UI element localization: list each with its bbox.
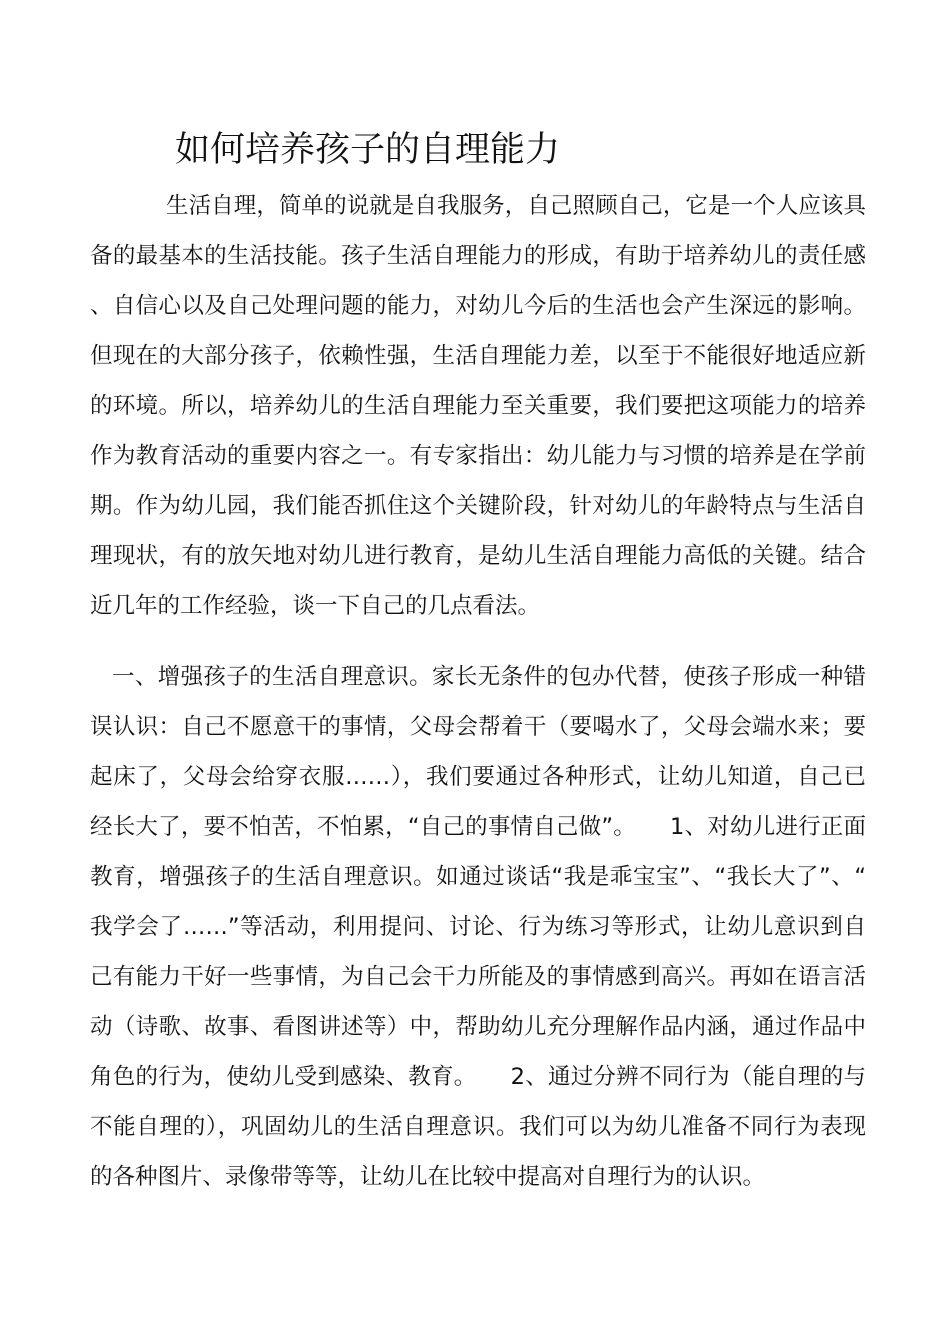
paragraph-intro: 生活自理，简单的说就是自我服务，自己照顾自己，它是一个人应该具备的最基本的生活技能。孩子生活自理能力的形成，有助于培养幼儿的责任感、自信心以及自己处理问题的能力，对幼儿今后的生活也会产生深远的影响。但现在的大部分孩子，依赖性强，生活自理能力差，以至于不能很好地适应新的环境。所以，培养幼儿的生活自理能力至关重要，我们要把这项能力的培养作为教育活动的重要内容之一。有专家指出：幼儿能力与习惯的培养是在学前期。作为幼儿园，我们能否抓住这个关键阶段，针对幼儿的年龄特点与生活自理现状，有的放矢地对幼儿进行教育，是幼儿生活自理能力高低的关键。结合近几年的工作经验，谈一下自己的几点看法。 bbox=[90, 193, 866, 619]
paragraph-section-one: 一、增强孩子的生活自理意识。家长无条件的包办代替，使孩子形成一种错误认识：自己不愿意干的事情，父母会帮着干（要喝水了，父母会端水来；要起床了，父母会给穿衣服……），我们要通过各种形式，让幼儿知道，自己已经长大了，要不怕苦，不怕累，“自己的事情自己做”。 1、对幼儿进行正面教育，增强孩子的生活自理意识。如通过谈话“我是乖宝宝”、“我长大了”、“我学会了……”等活动，利用提问、讨论、行为练习等形式，让幼儿意识到自己有能力干好一些事情，为自己会干力所能及的事情感到高兴。再如在语言活动（诗歌、故事、看图讲述等）中，帮助幼儿充分理解作品内涵，通过作品中角色的行为，使幼儿受到感染、教育。 2、通过分辨不同行为（能自理的与不能自理的），巩固幼儿的生活自理意识。我们可以为幼儿准备不同行为表现的各种图片、录像带等等，让幼儿在比较中提高对自理行为的认识。 bbox=[90, 664, 866, 1190]
document-title: 如何培养孩子的自理能力 bbox=[175, 130, 561, 170]
